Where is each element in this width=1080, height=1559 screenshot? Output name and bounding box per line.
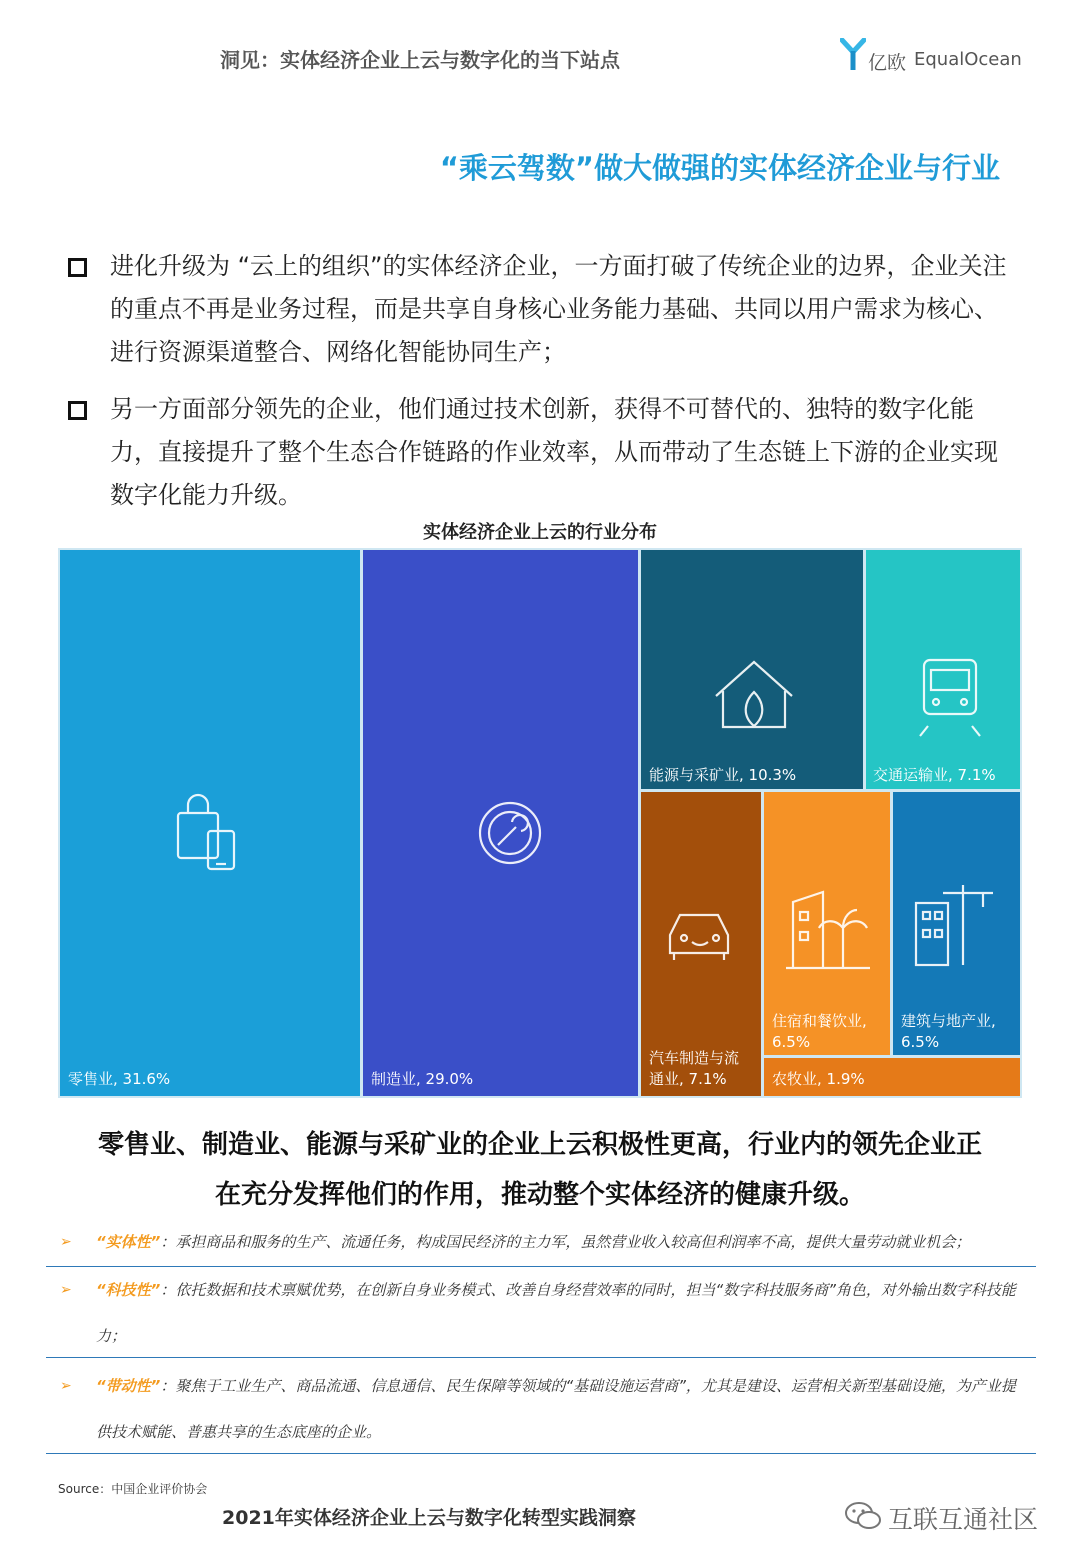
feature-item xyxy=(60,1219,1040,1265)
feature-text: ：依托数据和技术禀赋优势，在创新自身业务模式、改善自身经营效率的同时，担当“数字科技服务商”角色，对外输出数字科技能力； xyxy=(96,1281,1016,1345)
wechat-icon xyxy=(844,1500,882,1532)
feature-text: ：聚焦于工业生产、商品流通、信息通信、民生保障等领域的“基础设施运营商”，尤其是建设、运营相关新型基础设施，为产业提供技术赋能、普惠共享的生态底座的企业。 xyxy=(96,1377,1016,1441)
tile-construction xyxy=(893,792,1020,1055)
gear-wrench-icon xyxy=(480,803,540,863)
conclusion-line: 零售业、制造业、能源与采矿业的企业上云积极性更高，行业内的领先企业正 xyxy=(97,1130,982,1160)
feature-keyword: “科技性” xyxy=(96,1281,161,1299)
tile-retail xyxy=(60,550,360,1096)
tile-auto xyxy=(641,792,761,1096)
tile-label-line: 通业, 7.1% xyxy=(649,1070,727,1088)
header-title: 洞见：实体经济企业上云与数字化的当下站点 xyxy=(220,48,620,72)
logo-cn-text: 亿欧 xyxy=(868,52,907,74)
tile-label-line: 6.5% xyxy=(772,1033,811,1051)
tile-hospitality xyxy=(764,792,890,1055)
feature-text: ：承担商品和服务的生产、流通任务，构成国民经济的主力军，虽然营业收入较高但利润率不高，提供大量劳动就业机会； xyxy=(160,1233,971,1251)
bullet-item xyxy=(68,245,1008,374)
tile-label: 制造业, 29.0% xyxy=(371,1070,474,1088)
divider-line xyxy=(46,1357,1036,1358)
feature-item xyxy=(60,1267,1020,1359)
industry-treemap xyxy=(58,548,1022,1098)
conclusion-text xyxy=(60,1120,1020,1220)
tile-label: 交通运输业, 7.1% xyxy=(873,766,996,784)
bullet-text: 进化升级为 “云上的组织”的实体经济企业，一方面打破了传统企业的边界，企业关注的重点不再是业务过程，而是共享自身核心业务能力基础、共同以用户需求为核心、进行资源渠道整合、网络化智能协同生产； xyxy=(110,252,1007,366)
square-bullet-icon xyxy=(68,401,87,420)
bullet-text: 另一方面部分领先的企业，他们通过技术创新，获得不可替代的、独特的数字化能力，直接提升了整个生态合作链路的作业效率，从而带动了生态链上下游的企业实现数字化能力升级。 xyxy=(110,395,998,509)
tile-rect xyxy=(641,550,863,789)
tile-transport xyxy=(866,550,1020,789)
conclusion-line: 在充分发挥他们的作用，推动整个实体经济的健康升级。 xyxy=(214,1180,865,1210)
arrow-bullet-icon: ➢ xyxy=(60,1234,72,1250)
tile-agriculture xyxy=(764,1058,1020,1096)
arrow-bullet-icon: ➢ xyxy=(60,1282,72,1298)
arrow-bullet-icon: ➢ xyxy=(60,1378,72,1394)
equalocean-logo xyxy=(840,38,1020,78)
logo-en-text: EqualOcean xyxy=(914,49,1022,70)
watermark-text: 互联互通社区 xyxy=(888,1505,1039,1534)
tile-label-line: 汽车制造与流 xyxy=(649,1049,740,1067)
feature-keyword: “实体性” xyxy=(96,1233,161,1251)
tile-label-line: 建筑与地产业, xyxy=(901,1012,996,1030)
tile-rect xyxy=(60,550,360,1096)
chart-title: 实体经济企业上云的行业分布 xyxy=(423,522,657,543)
footer-title: 2021年实体经济企业上云与数字化转型实践洞察 xyxy=(222,1507,636,1529)
wechat-watermark xyxy=(838,1494,1058,1538)
feature-item xyxy=(60,1363,1020,1455)
tile-manufacturing xyxy=(363,550,638,1096)
tile-label-line: 6.5% xyxy=(901,1033,940,1051)
tile-label: 零售业, 31.6% xyxy=(68,1070,171,1088)
tile-label: 农牧业, 1.9% xyxy=(772,1070,865,1088)
tile-rect xyxy=(363,550,638,1096)
tile-label: 能源与采矿业, 10.3% xyxy=(649,766,797,784)
tile-label-line: 住宿和餐饮业, xyxy=(772,1012,867,1030)
feature-keyword: “带动性” xyxy=(96,1377,161,1395)
section-title: “乘云驾数”做大做强的实体经济企业与行业 xyxy=(439,151,1000,185)
tile-energy-mining xyxy=(641,550,863,789)
square-bullet-icon xyxy=(68,258,87,277)
bullet-item xyxy=(68,388,1008,517)
logo-mark-icon xyxy=(840,38,866,72)
source-note: Source：中国企业评价协会 xyxy=(58,1482,208,1496)
divider-line xyxy=(46,1453,1036,1454)
